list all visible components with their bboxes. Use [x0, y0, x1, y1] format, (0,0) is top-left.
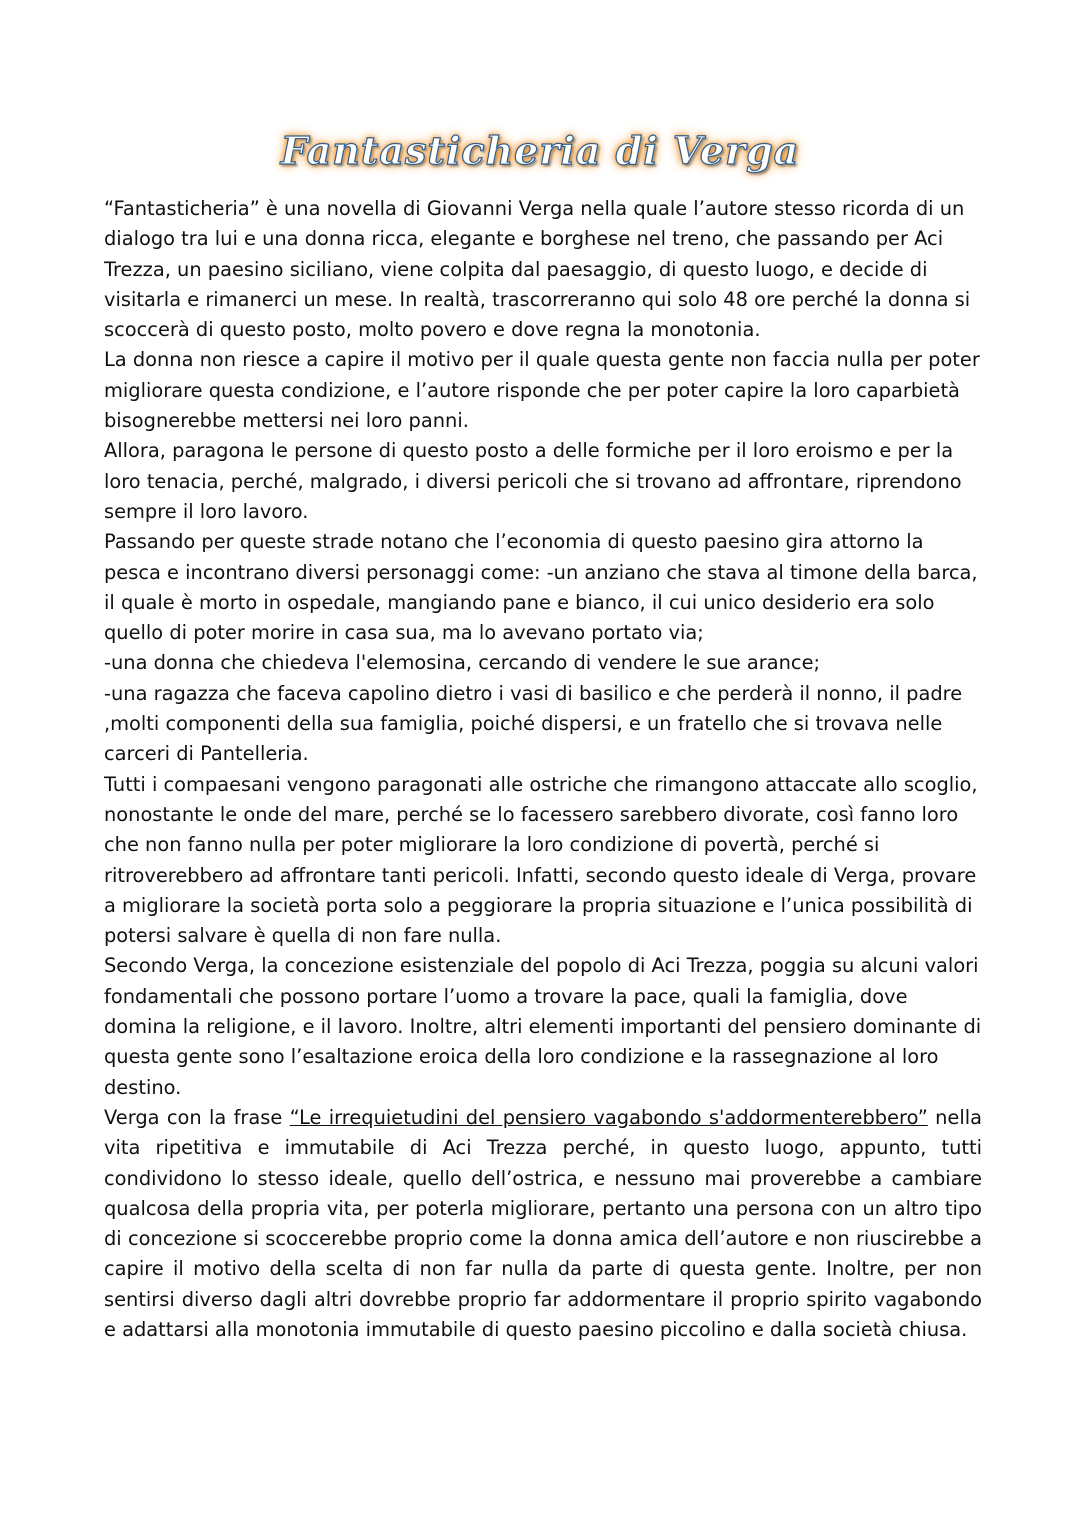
document-body [104, 194, 982, 1345]
paragraph-donna: La donna non riesce a capire il motivo per il quale questa gente non faccia nulla per poter migliorare questa condizione, e l’autore risponde che per poter capire la loro caparbietà bisognerebbe mettersi nei loro panni. [104, 348, 980, 433]
paragraph-donna-arance: -una donna che chiedeva l'elemosina, cercando di vendere le sue arance; [104, 651, 821, 675]
conclusione-quote: “Le irrequietudini del pensiero vagabondo s'addormenterebbero” [289, 1105, 928, 1129]
title-container [0, 128, 1080, 173]
document-title: Fantasticheria di Verga [280, 128, 800, 173]
paragraph-conclusione [104, 1103, 982, 1345]
paragraph-concezione: Secondo Verga, la concezione esistenziale del popolo di Aci Trezza, poggia su alcuni valori fondamentali che possono portare l’uomo a trovare la pace, quali la famiglia, dove domina la religione, e il lavoro. Inoltre, altri elementi importanti del pensiero dominante di questa gente sono l’esaltazione eroica della loro condizione e la rassegnazione al loro destino. [104, 954, 982, 1099]
paragraph-formiche: Allora, paragona le persone di questo posto a delle formiche per il loro eroismo e per la loro tenacia, perché, malgrado, i diversi pericoli che si trovano ad affrontare, riprendono sempre il loro lavoro. [104, 439, 962, 523]
conclusione-text: nella vita ripetitiva e immutabile di Aci Trezza perché, in questo luogo, appunto, tutti condividono lo stesso ideale, quello dell’ostrica, e nessuno mai proverebbe a cambiare qualcosa della propria vita, per poterla migliorare, pertanto una persona con un altro tipo di concezione si scoccerebbe proprio come la donna amica dell’autore e non riuscirebbe a capire il motivo della scelta di non far nulla da parte di questa gente. Inoltre, per non sentirsi diverso dagli altri dovrebbe proprio far addormentare il proprio spirito vagabondo e adattarsi alla monotonia immutabile di questo paesino piccolino e dalla società chiusa. [104, 1105, 982, 1341]
paragraph-ostriche: Tutti i compaesani vengono paragonati alle ostriche che rimangono attaccate allo scoglio, nonostante le onde del mare, perché se lo facessero sarebbero divorate, così fanno loro che non fanno nulla per poter migliorare la loro condizione di povertà, perché si ritroverebbero ad affrontare tanti pericoli. Infatti, secondo questo ideale di Verga, provare a migliorare la società porta solo a peggiorare la propria situazione e l’unica possibilità di potersi salvare è quella di non fare nulla. [104, 772, 978, 948]
paragraph-personaggi: Passando per queste strade notano che l’economia di questo paesino gira attorno la pesca e incontrano diversi personaggi come: -un anziano che stava al timone della barca, il quale è morto in ospedale, mangiando pane e bianco, il cui unico desiderio era solo quello di poter morire in casa sua, ma lo avevano portato via; [104, 530, 978, 645]
conclusione-intro: Verga con la frase [104, 1105, 290, 1129]
paragraph-intro: “Fantasticheria” è una novella di Giovanni Verga nella quale l’autore stesso ricorda di un dialogo tra lui e una donna ricca, elegante e borghese nel treno, che passando per Aci Trezza, un paesino siciliano, viene colpita dal paesaggio, di questo luogo, e decide di visitarla e rimanerci un mese. In realtà, trascorreranno qui solo 48 ore perché la donna si scoccerà di questo posto, molto povero e dove regna la monotonia. [104, 197, 971, 342]
paragraph-ragazza: -una ragazza che faceva capolino dietro i vasi di basilico e che perderà il nonno, il padre ,molti componenti della sua famiglia, poiché dispersi, e un fratello che si trovava nelle carceri di Pantelleria. [104, 681, 963, 766]
